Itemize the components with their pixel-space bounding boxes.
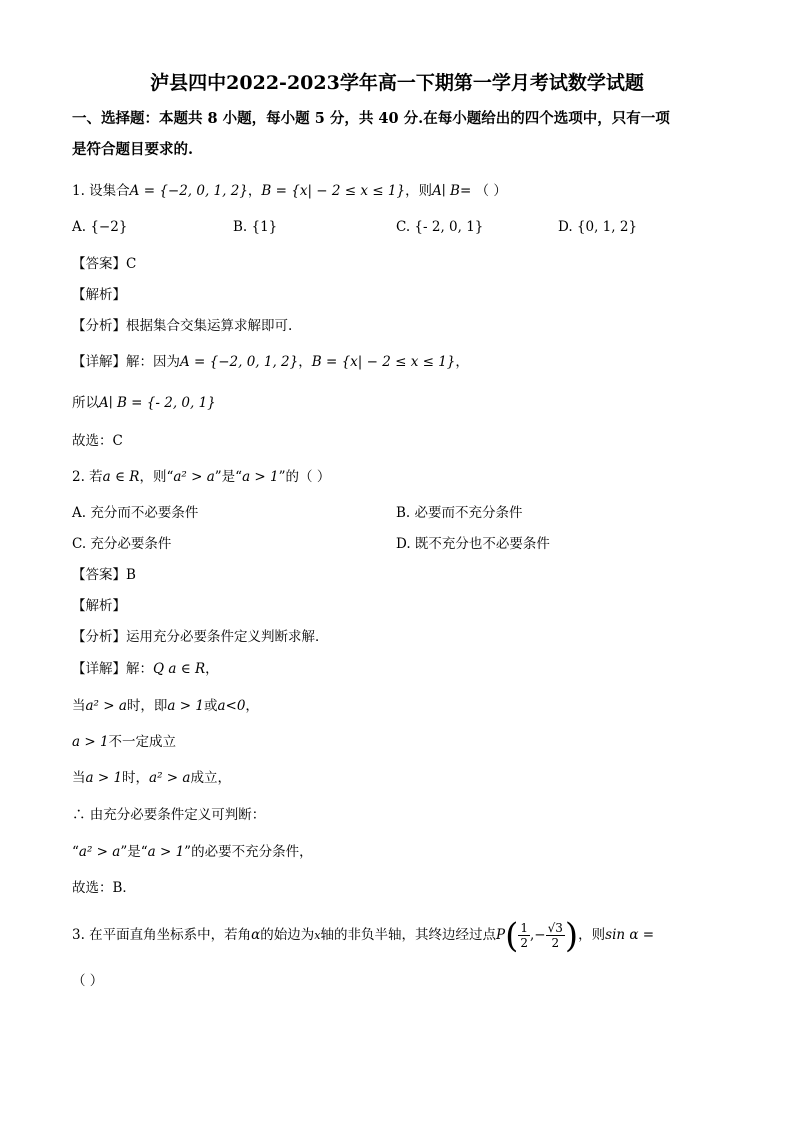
q1-set-a: A = {−2, 0, 1, 2} [129, 183, 248, 199]
q1-option-b: B. {1} [233, 219, 278, 235]
q3-point: P [496, 927, 506, 943]
q2-step2: a > 1不一定成立 [72, 734, 177, 750]
q1-analysis-label: 【解析】 [72, 287, 126, 303]
page-title: 泸县四中2022-2023学年高一下期第一学月考试数学试题 [150, 72, 644, 94]
q3-fraction-2: $\frac{√3}{2}$ [547, 921, 563, 950]
q2-option-d: D. 既不充分也不必要条件 [396, 536, 550, 552]
q2-step4: ∴ 由充分必要条件定义可判断： [72, 807, 266, 823]
q1-expr: A∣ B [432, 183, 460, 199]
q1-conclusion: 所以A∣ B = {- 2, 0, 1} [72, 395, 216, 411]
q2-analysis-label: 【解析】 [72, 598, 126, 614]
q1-detail: 【详解】解：因为A = {−2, 0, 1, 2}，B = {x| − 2 ≤ x ≤ 1}， [72, 354, 469, 370]
q2-stem: 2. 若a ∈ R，则“a² > a”是“a > 1”的（ ） [72, 469, 331, 485]
q1-analysis: 【分析】根据集合交集运算求解即可. [72, 318, 293, 334]
q2-step5: “a² > a”是“a > 1”的必要不充分条件， [72, 844, 313, 860]
q1-option-a: A. {−2} [72, 219, 128, 235]
q2-option-a: A. 充分而不必要条件 [72, 505, 199, 521]
q2-option-c: C. 充分必要条件 [72, 536, 172, 552]
q1-option-c: C. {- 2, 0, 1} [396, 219, 484, 235]
section-heading-line1: 一、选择题：本题共 8 小题，每小题 5 分，共 40 分.在每小题给出的四个选项中，只有一项 [72, 110, 670, 127]
q2-step1: 当a² > a时，即a > 1或a<0， [72, 698, 259, 714]
q3-stem: 3. 在平面直角坐标系中，若角α的始边为x轴的非负半轴，其终边经过点P( $\frac{1}{2}$ ,− $\frac{√3}{2}$ )，则sin α = [72, 916, 655, 956]
q1-set-b: B = {x| − 2 ≤ x ≤ 1} [261, 183, 406, 199]
q2-option-b: B. 必要而不充分条件 [396, 505, 523, 521]
q1-option-d: D. {0, 1, 2} [558, 219, 638, 235]
q1-choose: 故选：C [72, 433, 123, 449]
q1-answer: 【答案】C [72, 256, 137, 272]
q2-analysis: 【分析】运用充分必要条件定义判断求解． [72, 629, 329, 645]
q1-stem: 1. 设集合A = {−2, 0, 1, 2}，B = {x| − 2 ≤ x ≤ 1}，则A∣ B= （ ） [72, 183, 507, 199]
q3-paren: （ ） [72, 973, 104, 989]
q2-choose: 故选：B． [72, 880, 136, 896]
q3-fraction-1: $\frac{1}{2}$ [520, 921, 529, 950]
q2-detail: 【详解】解：Q a ∈ R， [72, 661, 219, 677]
q2-step3: 当a > 1时，a² > a成立， [72, 770, 231, 786]
section-heading-line2: 是符合题目要求的. [72, 141, 194, 158]
q2-answer: 【答案】B [72, 567, 136, 583]
